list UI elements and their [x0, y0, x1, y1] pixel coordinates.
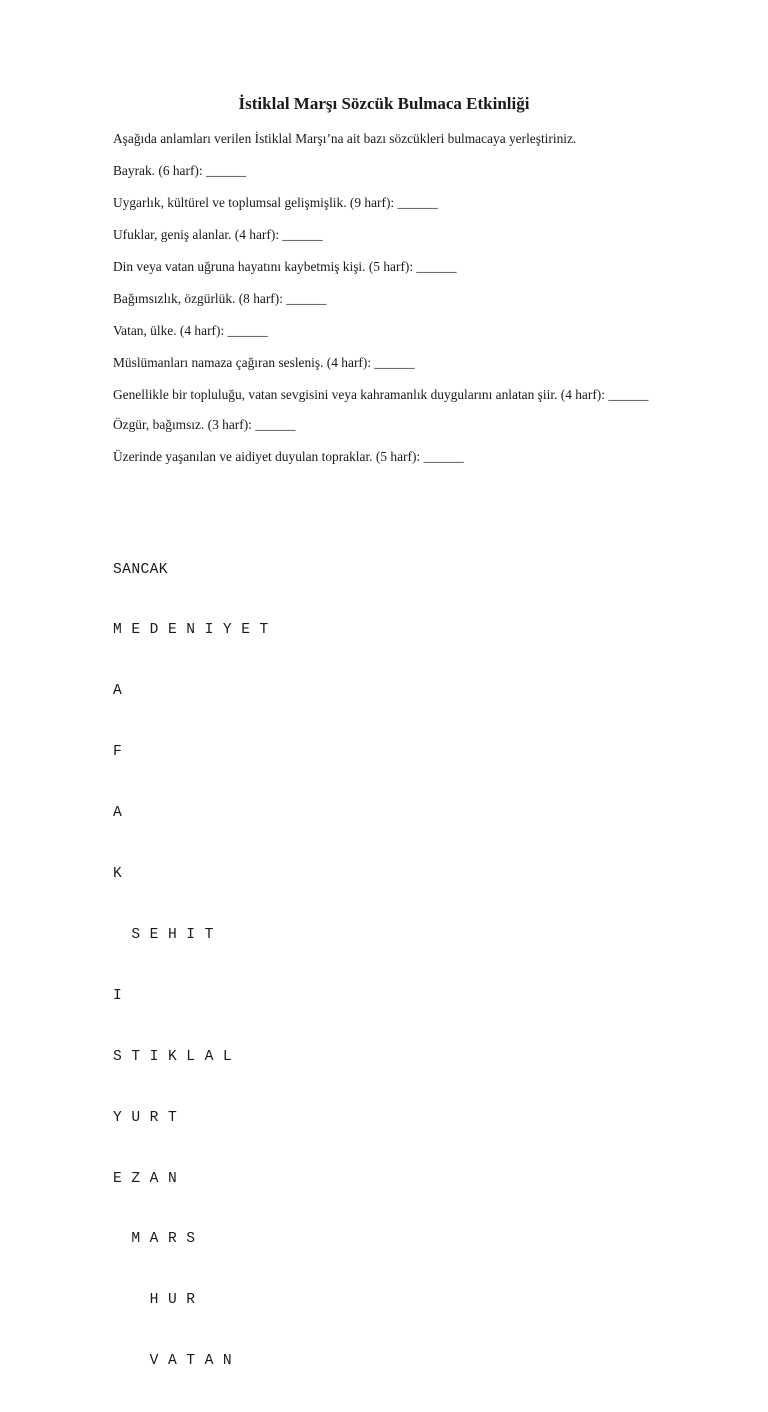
puzzle-line: E Z A N [113, 1170, 178, 1187]
clue-item: Uygarlık, kültürel ve toplumsal gelişmişlik. (9 harf): ______ [113, 195, 438, 210]
puzzle-line: H U R [113, 1292, 196, 1309]
puzzle-line: V A T A N [113, 1353, 233, 1370]
clue-item: Bağımsızlık, özgürlük. (8 harf): ______ [113, 291, 327, 306]
puzzle-line: M E D E N I Y E T [113, 622, 269, 639]
clue-list [113, 161, 658, 479]
clue-item: Vatan, ülke. (4 harf): ______ [113, 323, 268, 338]
puzzle-line: A [113, 683, 123, 700]
puzzle-line: Y U R T [113, 1109, 178, 1126]
crossword-answer-grid [113, 519, 269, 1412]
puzzle-line: M A R S [113, 1231, 196, 1248]
puzzle-line: F [113, 744, 123, 761]
puzzle-line: I [113, 987, 123, 1004]
clue-item: Ufuklar, geniş alanlar. (4 harf): ______ [113, 227, 323, 242]
instructions-text: Aşağıda anlamları verilen İstiklal Marşı’na ait bazı sözcükleri bulmacaya yerleştiriniz. [113, 131, 577, 146]
clue-item: Genellikle bir topluluğu, vatan sevgisini veya kahramanlık duygularını anlatan şiir. (4 harf): ______ [113, 387, 649, 402]
clue-item: Müslümanları namaza çağıran sesleniş. (4 harf): ______ [113, 355, 415, 370]
puzzle-line: K [113, 866, 123, 883]
clue-item: Bayrak. (6 harf): ______ [113, 163, 247, 178]
puzzle-line: A [113, 805, 123, 822]
clue-item: Üzerinde yaşanılan ve aidiyet duyulan topraklar. (5 harf): ______ [113, 449, 464, 464]
puzzle-line: S T I K L A L [113, 1048, 233, 1065]
clue-item: Özgür, bağımsız. (3 harf): ______ [113, 417, 296, 432]
puzzle-line: S E H I T [113, 926, 214, 943]
puzzle-line: SANCAK [113, 561, 168, 578]
document-title: İstiklal Marşı Sözcük Bulmaca Etkinliği [238, 94, 530, 113]
clue-item: Din veya vatan uğruna hayatını kaybetmiş kişi. (5 harf): ______ [113, 259, 457, 274]
